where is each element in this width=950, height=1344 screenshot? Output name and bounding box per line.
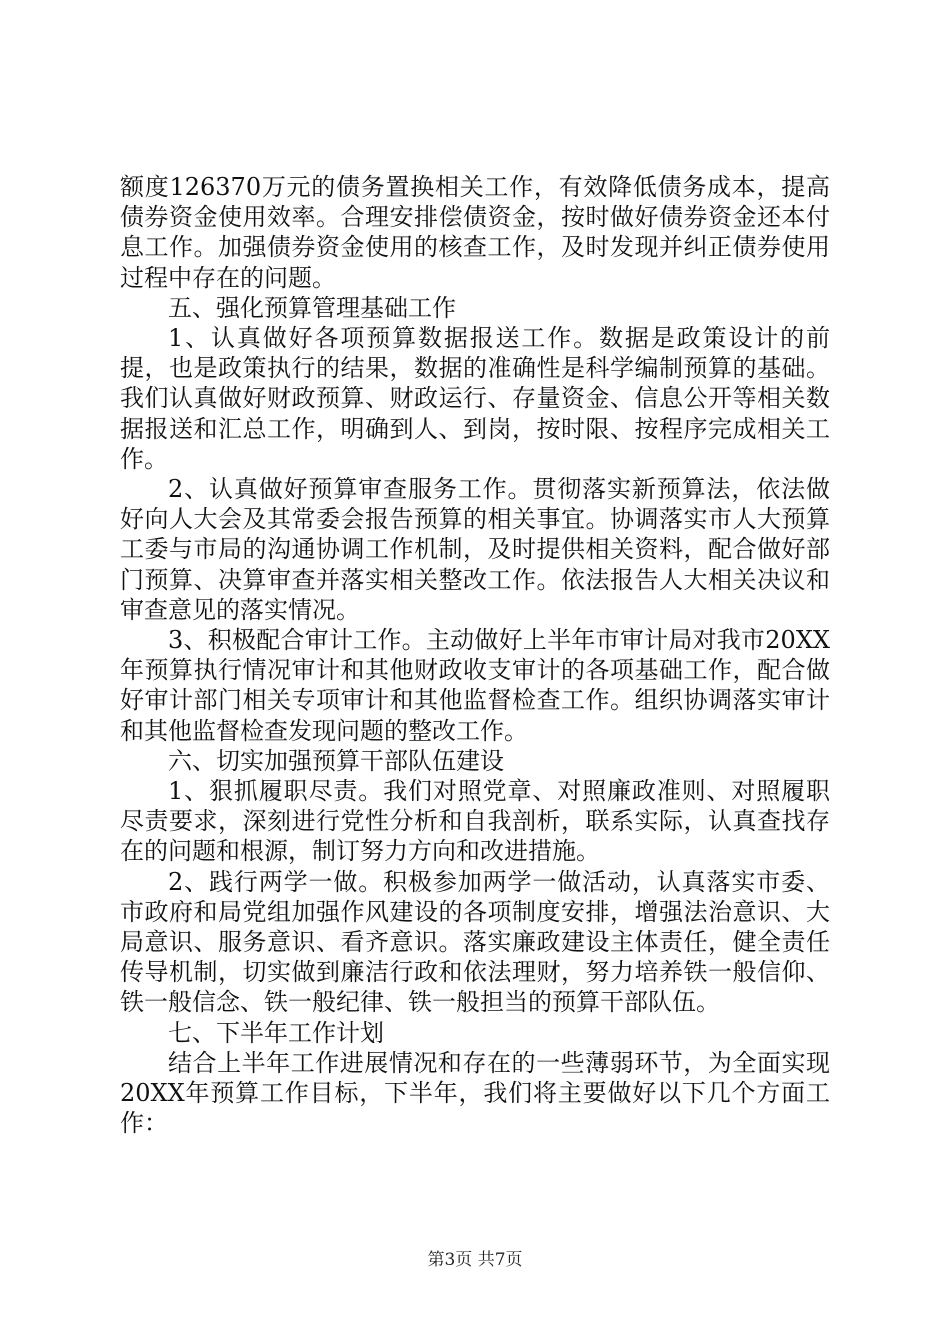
body-paragraph: 2、认真做好预算审查服务工作。贯彻落实新预算法，依法做好向人大会及其常委会报告预算的相关事宜。协调落实市人大预算工委与市局的沟通协调工作机制，及时提供相关资料，配合做好部门预算、决算审查并落实相关整改工作。依法报告人大相关决议和审查意见的落实情况。: [120, 475, 830, 624]
body-paragraph: 额度126370万元的债务置换相关工作，有效降低债务成本，提高债券资金使用效率。合理安排偿债资金，按时做好债券资金还本付息工作。加强债券资金使用的核查工作，及时发现并纠正债券使用过程中存在的问题。: [120, 173, 830, 292]
body-paragraph: 2、践行两学一做。积极参加两学一做活动，认真落实市委、市政府和局党组加强作风建设的各项制度安排，增强法治意识、大局意识、服务意识、看齐意识。落实廉政建设主体责任，健全责任传导机制，切实做到廉洁行政和依法理财，努力培养铁一般信仰、铁一般信念、铁一般纪律、铁一般担当的预算干部队伍。: [120, 867, 830, 1017]
document-body: [120, 172, 830, 1139]
body-paragraph: 1、认真做好各项预算数据报送工作。数据是政策设计的前提，也是政策执行的结果，数据的准确性是科学编制预算的基础。我们认真做好财政预算、财政运行、存量资金、信息公开等相关数据报送和汇总工作，明确到人、到岗，按时限、按程序完成相关工作。: [120, 324, 830, 473]
section-heading: 五、强化预算管理基础工作: [168, 293, 456, 322]
body-paragraph: 结合上半年工作进展情况和存在的一些薄弱环节，为全面实现20XX年预算工作目标，下半年，我们将主要做好以下几个方面工作：: [120, 1048, 830, 1138]
section-heading: 六、切实加强预算干部队伍建设: [168, 746, 504, 775]
body-paragraph: 3、积极配合审计工作。主动做好上半年市审计局对我市20XX年预算执行情况审计和其他财政收支审计的各项基础工作，配合做好审计部门相关专项审计和其他监督检查工作。组织协调落实审计和其他监督检查发现问题的整改工作。: [120, 626, 830, 745]
section-heading: 七、下半年工作计划: [168, 1018, 384, 1047]
body-paragraph: 1、狠抓履职尽责。我们对照党章、对照廉政准则、对照履职尽责要求，深刻进行党性分析和自我剖析，联系实际，认真查找存在的问题和根源，制订努力方向和改进措施。: [120, 777, 830, 866]
page-footer: 第3页 共7页: [427, 1250, 523, 1270]
